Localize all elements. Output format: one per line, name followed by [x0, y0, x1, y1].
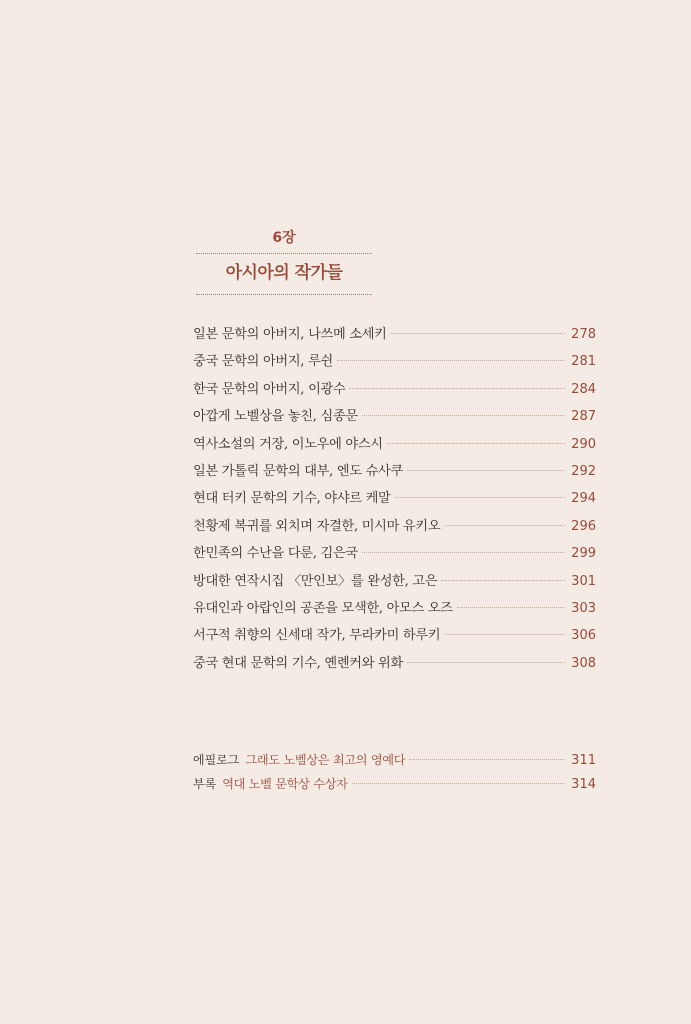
entry-title: 역대 노벨 문학상 수상자: [222, 777, 348, 791]
toc-entry[interactable]: [193, 568, 596, 595]
toc-entry[interactable]: [193, 513, 596, 540]
dot-leader: [362, 415, 565, 416]
dot-leader: [349, 388, 565, 389]
dot-leader: [441, 580, 565, 581]
dot-leader: [409, 759, 565, 760]
dot-leader: [387, 443, 565, 444]
page-number: 296: [571, 518, 596, 534]
page-number: 284: [571, 381, 596, 397]
dot-leader: [407, 470, 565, 471]
entry-title: 방대한 연작시집 〈만인보〉를 완성한, 고은: [193, 573, 438, 589]
entry-label: 에필로그: [193, 753, 240, 767]
page-number: 311: [571, 753, 596, 768]
page-number: 308: [571, 655, 596, 671]
toc-entry[interactable]: [193, 348, 596, 375]
toc-entry[interactable]: [193, 458, 596, 485]
entry-title: 현대 터키 문학의 기수, 야샤르 케말: [193, 491, 391, 507]
entry-title: 한민족의 수난을 다룬, 김은국: [193, 546, 358, 562]
page-number: 303: [571, 600, 596, 616]
entry-title: 한국 문학의 아버지, 이광수: [193, 381, 346, 397]
dot-leader: [444, 525, 565, 526]
appendix-section: [193, 748, 596, 796]
toc-entry-appendix[interactable]: [193, 772, 596, 796]
chapter-title: 아시아의 작가들: [225, 263, 343, 283]
chapter-number: 6장: [272, 230, 296, 246]
entry-title: 그래도 노벨상은 최고의 영예다: [245, 753, 406, 767]
dot-leader: [362, 552, 565, 553]
page-number: 292: [571, 463, 596, 479]
divider: [196, 294, 372, 295]
toc-entry[interactable]: [193, 403, 596, 430]
toc-entry[interactable]: [193, 622, 596, 649]
dot-leader: [337, 360, 565, 361]
page-number: 299: [571, 546, 596, 562]
page-number: 301: [571, 573, 596, 589]
entry-title: 아깝게 노벨상을 놓친, 심종문: [193, 409, 358, 425]
dot-leader: [407, 662, 565, 663]
page-number: 290: [571, 436, 596, 452]
dot-leader: [352, 783, 566, 784]
dot-leader: [395, 497, 566, 498]
divider: [196, 253, 372, 254]
entry-title: 중국 문학의 아버지, 루쉰: [193, 354, 333, 370]
toc-entry[interactable]: [193, 321, 596, 348]
dot-leader: [391, 333, 566, 334]
entry-title: 유대인과 아랍인의 공존을 모색한, 아모스 오즈: [193, 600, 453, 616]
entry-label: 부록: [193, 777, 217, 791]
table-of-contents: [193, 321, 596, 677]
toc-entry-epilogue[interactable]: [193, 748, 596, 772]
page-number: 294: [571, 491, 596, 507]
dot-leader: [457, 607, 565, 608]
page-number: 281: [571, 354, 596, 370]
toc-entry[interactable]: [193, 376, 596, 403]
page-number: 278: [571, 327, 596, 342]
chapter-header: [196, 229, 372, 295]
entry-title: 천황제 복귀를 외치며 자결한, 미시마 유키오: [193, 518, 441, 534]
toc-entry[interactable]: [193, 540, 596, 567]
page-number: 287: [571, 409, 596, 425]
page-number: 314: [571, 777, 596, 792]
entry-title: 일본 가톨릭 문학의 대부, 엔도 슈사쿠: [193, 463, 403, 479]
entry-title: 중국 현대 문학의 기수, 옌롄커와 위화: [193, 655, 403, 671]
toc-entry[interactable]: [193, 650, 596, 677]
page-number: 306: [571, 628, 596, 644]
toc-entry[interactable]: [193, 485, 596, 512]
entry-title: 역사소설의 거장, 이노우에 야스시: [193, 436, 383, 452]
dot-leader: [444, 634, 565, 635]
toc-entry[interactable]: [193, 595, 596, 622]
entry-title: 일본 문학의 아버지, 나쓰메 소세키: [193, 327, 387, 342]
toc-entry[interactable]: [193, 431, 596, 458]
entry-title: 서구적 취향의 신세대 작가, 무라카미 하루키: [193, 628, 441, 644]
